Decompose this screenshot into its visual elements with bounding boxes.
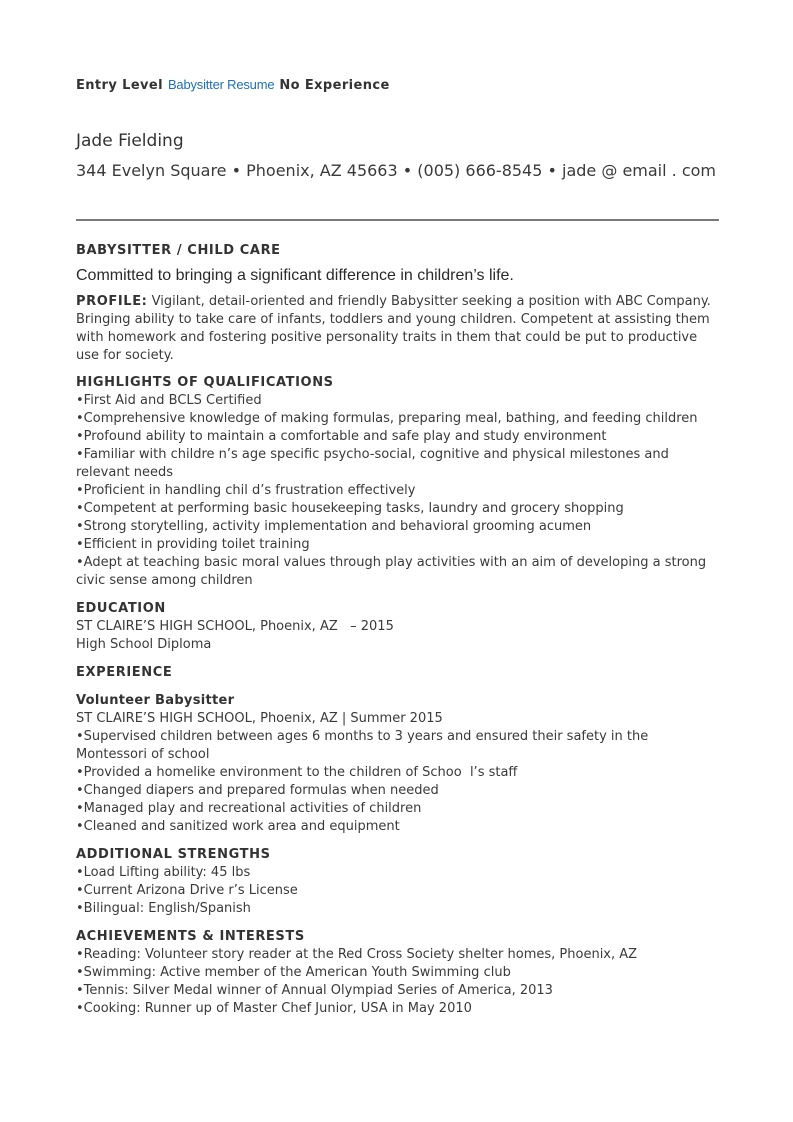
strengths-section	[76, 846, 719, 918]
job-place: ST CLAIRE’S HIGH SCHOOL, Phoenix, AZ | Summer 2015	[76, 711, 443, 726]
highlights-section	[76, 374, 719, 590]
highlight-item: • Profound ability to maintain a comfortable and safe play and study environment	[76, 428, 719, 446]
resume-body	[76, 242, 719, 1028]
candidate-name: Jade Fielding	[76, 131, 184, 151]
objective-tagline: Committed to bringing a significant difference in children’s life.	[76, 267, 514, 284]
document-title	[76, 77, 390, 93]
experience-item: • Cleaned and sanitized work area and equipment	[76, 818, 719, 836]
highlight-item: • Competent at performing basic housekeeping tasks, laundry and grocery shopping	[76, 500, 719, 518]
job-title: Volunteer Babysitter	[76, 693, 235, 708]
strengths-heading: ADDITIONAL STRENGTHS	[76, 847, 271, 862]
profile-section	[76, 293, 719, 365]
header-divider	[76, 219, 719, 221]
education-heading: EDUCATION	[76, 601, 166, 616]
education-section	[76, 600, 719, 654]
achievements-heading: ACHIEVEMENTS & INTERESTS	[76, 929, 305, 944]
experience-section	[76, 664, 719, 836]
strength-item: • Current Arizona Drive r’s License	[76, 882, 719, 900]
highlight-item: • Comprehensive knowledge of making formulas, preparing meal, bathing, and feeding children	[76, 410, 719, 428]
highlight-item: • First Aid and BCLS Certified	[76, 392, 719, 410]
objective-heading: BABYSITTER / CHILD CARE	[76, 243, 281, 258]
strength-item: • Bilingual: English/Spanish	[76, 900, 719, 918]
experience-item: • Supervised children between ages 6 months to 3 years and ensured their safety in the Montessori of school	[76, 728, 719, 764]
experience-item: • Managed play and recreational activities of children	[76, 800, 719, 818]
achievement-item: • Swimming: Active member of the American Youth Swimming club	[76, 964, 719, 982]
achievement-item: • Tennis: Silver Medal winner of Annual Olympiad Series of America, 2013	[76, 982, 719, 1000]
highlight-item: • Familiar with childre n’s age specific psycho-social, cognitive and physical milestones and relevant needs	[76, 446, 719, 482]
experience-heading: EXPERIENCE	[76, 665, 173, 680]
title-prefix: Entry Level	[76, 78, 164, 93]
achievement-item: • Reading: Volunteer story reader at the Red Cross Society shelter homes, Phoenix, AZ	[76, 946, 719, 964]
highlight-item: • Proficient in handling chil d’s frustration effectively	[76, 482, 719, 500]
profile-text: Vigilant, detail-oriented and friendly Babysitter seeking a position with ABC Company. Bringing ability to take care of infants, toddlers and young children. Competent at assisting them with homework and fostering positive personality traits in them that could be put to productive use for society.	[76, 294, 711, 363]
experience-item: • Changed diapers and prepared formulas when needed	[76, 782, 719, 800]
highlight-item: • Efficient in providing toilet training	[76, 536, 719, 554]
education-school: ST CLAIRE’S HIGH SCHOOL, Phoenix, AZ – 2015	[76, 619, 394, 634]
profile-label: PROFILE:	[76, 294, 148, 309]
experience-item: • Provided a homelike environment to the children of Schoo l’s staff	[76, 764, 719, 782]
highlight-item: • Strong storytelling, activity implementation and behavioral grooming acumen	[76, 518, 719, 536]
title-suffix: No Experience	[279, 78, 390, 93]
highlight-item: • Adept at teaching basic moral values through play activities with an aim of developing a strong civic sense among children	[76, 554, 719, 590]
achievements-section	[76, 928, 719, 1018]
education-degree: High School Diploma	[76, 637, 212, 652]
strength-item: • Load Lifting ability: 45 lbs	[76, 864, 719, 882]
contact-line: 344 Evelyn Square • Phoenix, AZ 45663 • (005) 666-8545 • jade @ email . com	[76, 161, 716, 180]
highlights-heading: HIGHLIGHTS OF QUALIFICATIONS	[76, 375, 334, 390]
title-link[interactable]: Babysitter Resume	[167, 77, 275, 92]
achievement-item: • Cooking: Runner up of Master Chef Junior, USA in May 2010	[76, 1000, 719, 1018]
